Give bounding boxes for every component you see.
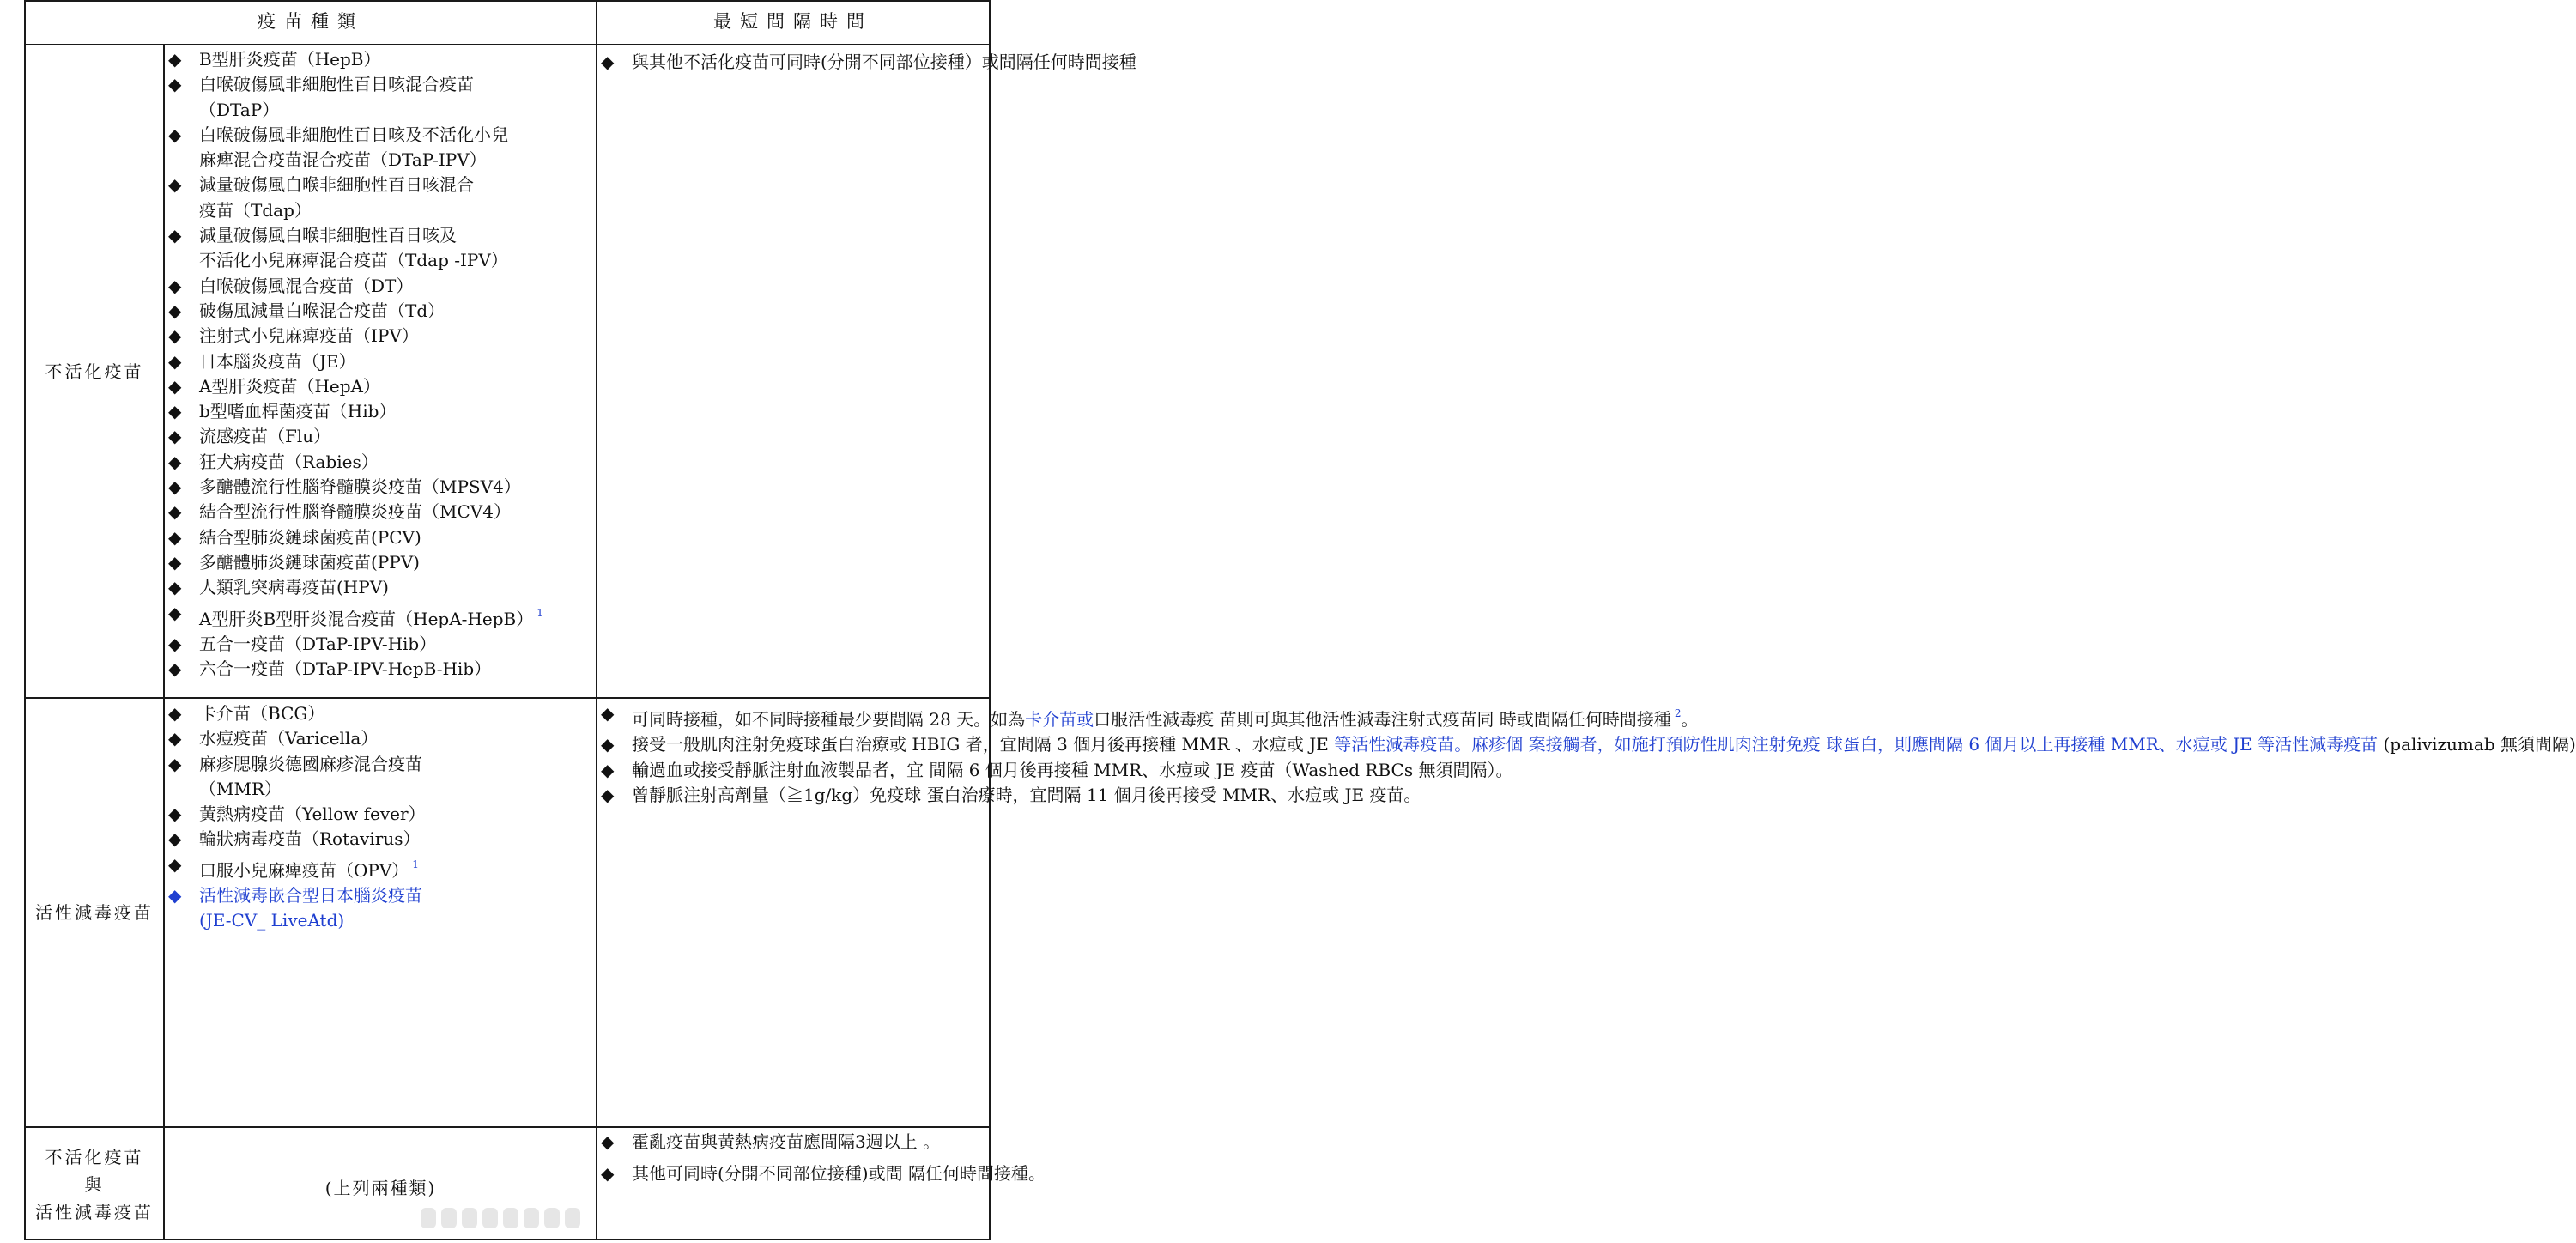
inactivated-vaccine-list — [165, 47, 596, 682]
list-item: ◆ 白喉破傷風非細胞性百日咳及不活化小兒 麻痺混合疫苗混合疫苗（DTaP-IPV） — [168, 124, 508, 171]
list-item: ◆ 多醣體肺炎鏈球菌疫苗(PPV) — [165, 550, 596, 575]
diamond-bullet-icon: ◆ — [168, 803, 182, 825]
list-item: ◆ 其他可同時(分開不同部位接種)或間 隔任何時間接種。 — [597, 1161, 989, 1186]
live-interval-list — [597, 701, 2576, 808]
diamond-bullet-icon: ◆ — [601, 1163, 615, 1185]
list-item: ◆ 接受一般肌肉注射免疫球蛋白治療或 HBIG 者，宜間隔 3 個月後再接種 MMR 、水痘或 JE 等活性減毒疫苗。麻疹個 案接觸者，如施打預防性肌肉注射免疫 球蛋白，則應間隔 6 個月以上再接種 MMR、水痘或 JE 等活性減毒疫苗 (palivizumab 無須間隔) — [597, 732, 989, 757]
diamond-bullet-icon: ◆ — [168, 526, 182, 548]
header-bottom-border — [24, 44, 991, 45]
diamond-bullet-icon: ◆ — [168, 551, 182, 573]
table-bottom-border — [24, 1239, 991, 1240]
diamond-bullet-icon: ◆ — [168, 658, 182, 680]
list-item: ◆ 日本腦炎疫苗（JE） — [165, 349, 596, 374]
list-item: ◆ 狂犬病疫苗（Rabies） — [165, 450, 596, 475]
header-min-interval: 最短間隔時間 — [713, 11, 873, 32]
list-item: ◆ 減量破傷風白喉非細胞性百日咳及 不活化小兒麻痺混合疫苗（Tdap -IPV） — [168, 225, 508, 271]
diamond-bullet-icon: ◆ — [168, 633, 182, 654]
diamond-bullet-icon: ◆ — [168, 74, 182, 95]
diamond-bullet-icon: ◆ — [168, 124, 182, 145]
scroll-indicator[interactable] — [421, 1206, 592, 1230]
diamond-bullet-icon: ◆ — [601, 1131, 615, 1152]
list-item: ◆ A型肝炎疫苗（HepA） — [165, 374, 596, 399]
diamond-bullet-icon: ◆ — [601, 759, 615, 780]
diamond-bullet-icon: ◆ — [168, 885, 182, 906]
diamond-bullet-icon: ◆ — [168, 828, 182, 850]
list-item: ◆ 流感疫苗（Flu） — [165, 424, 596, 449]
list-item: ◆ 注射式小兒麻痺疫苗（IPV） — [165, 324, 596, 349]
col2-divider — [596, 0, 597, 1240]
list-item: ◆ 多醣體流行性腦脊髓膜炎疫苗（MPSV4） — [165, 475, 596, 500]
both-interval-list — [597, 1130, 1046, 1187]
both-types-center-label: (上列兩種類) — [324, 1178, 437, 1198]
list-item: ◆ 人類乳突病毒疫苗(HPV) — [165, 575, 596, 600]
live-vaccine-list — [165, 701, 596, 934]
diamond-bullet-icon: ◆ — [168, 401, 182, 422]
list-item: ◆ 白喉破傷風非細胞性百日咳混合疫苗 （DTaP） — [168, 74, 474, 120]
table-right-border — [989, 0, 991, 1240]
diamond-bullet-icon: ◆ — [168, 49, 182, 70]
list-item: ◆ 輪狀病毒疫苗（Rotavirus） — [165, 827, 596, 852]
footnote-marker: 1 — [412, 858, 419, 870]
diamond-bullet-icon: ◆ — [168, 375, 182, 397]
list-item: ◆ 結合型流行性腦脊髓膜炎疫苗（MCV4） — [165, 500, 596, 524]
list-item: ◆ B型肝炎疫苗（HepB） — [165, 47, 596, 72]
list-item: ◆ 水痘疫苗（Varicella） — [165, 726, 596, 751]
diamond-bullet-icon: ◆ — [168, 703, 182, 724]
header-vaccine-type: 疫苗種類 — [258, 11, 364, 32]
diamond-bullet-icon: ◆ — [168, 275, 182, 296]
diamond-bullet-icon: ◆ — [168, 325, 182, 347]
row1-bottom-border — [24, 697, 991, 699]
list-item: ◆ 與其他不活化疫苗可同時(分開不同部位接種）或間隔任何時間接種 — [597, 50, 989, 75]
list-item: ◆ 黃熱病疫苗（Yellow fever） — [165, 802, 596, 827]
list-item: ◆ 破傷風減量白喉混合疫苗（Td） — [165, 299, 596, 324]
list-item: ◆ 減量破傷風白喉非細胞性百日咳混合 疫苗（Tdap） — [168, 174, 474, 221]
list-item: ◆ 活性減毒嵌合型日本腦炎疫苗 (JE-CV_ LiveAtd) — [168, 885, 422, 931]
table-top-border — [24, 0, 991, 2]
diamond-bullet-icon: ◆ — [168, 350, 182, 372]
diamond-bullet-icon: ◆ — [168, 728, 182, 749]
list-item: ◆ b型嗜血桿菌疫苗（Hib） — [165, 399, 596, 424]
footnote-marker: 2 — [1674, 707, 1682, 719]
diamond-bullet-icon: ◆ — [601, 734, 615, 755]
list-item: ◆ 曾靜脈注射高劑量（≧1g/kg）免疫球 蛋白治療時，宜間隔 11 個月後再接受 MMR、水痘或 JE 疫苗。 — [597, 783, 989, 808]
diamond-bullet-icon: ◆ — [168, 451, 182, 472]
row-label-inactivated: 不活化疫苗 — [45, 361, 144, 382]
list-item: ◆ 五合一疫苗（DTaP-IPV-Hib） — [165, 632, 596, 657]
list-item: ◆ 口服小兒麻痺疫苗（OPV） $^1$ — [168, 853, 419, 881]
diamond-bullet-icon: ◆ — [168, 174, 182, 196]
footnote-marker: 1 — [536, 606, 543, 619]
diamond-bullet-icon: ◆ — [601, 784, 615, 805]
diamond-bullet-icon: ◆ — [168, 300, 182, 321]
list-item: ◆ A型肝炎B型肝炎混合疫苗（HepA-HepB） $^1$ — [168, 602, 543, 629]
diamond-bullet-icon: ◆ — [168, 577, 182, 598]
list-item: ◆ 卡介苗（BCG） — [165, 701, 596, 726]
list-item: ◆ 結合型肺炎鏈球菌疫苗(PCV) — [165, 525, 596, 550]
diamond-bullet-icon: ◆ — [601, 52, 615, 72]
row-label-live: 活性減毒疫苗 — [35, 902, 154, 923]
row-label-both: 不活化疫苗 與 活性減毒疫苗 — [35, 1147, 154, 1222]
list-item: ◆ 麻疹腮腺炎德國麻疹混合疫苗 （MMR） — [168, 753, 422, 799]
row2-bottom-border — [24, 1126, 991, 1128]
diamond-bullet-icon: ◆ — [168, 602, 182, 623]
list-item: ◆ 輸過血或接受靜脈注射血液製品者，宜 間隔 6 個月後再接種 MMR、水痘或 JE 疫苗（Washed RBCs 無須間隔）。 — [597, 758, 989, 783]
diamond-bullet-icon: ◆ — [168, 225, 182, 246]
list-item: ◆ 白喉破傷風混合疫苗（DT） — [165, 274, 596, 299]
diamond-bullet-icon: ◆ — [168, 426, 182, 447]
diamond-bullet-icon: ◆ — [601, 703, 615, 724]
diamond-bullet-icon: ◆ — [168, 501, 182, 523]
diamond-bullet-icon: ◆ — [168, 476, 182, 498]
diamond-bullet-icon: ◆ — [168, 853, 182, 875]
list-item: ◆ 可同時接種，如不同時接種最少要間隔 28 天。如為卡介苗或口服活性減毒疫 苗則可與其他活性減毒注射式疫苗同 時或間隔任何時間接種 $^2$。 — [601, 703, 1699, 730]
list-item: ◆ 霍亂疫苗與黃熱病疫苗應間隔3週以上 。 — [597, 1130, 989, 1155]
list-item: ◆ 六合一疫苗（DTaP-IPV-HepB-Hib） — [165, 657, 596, 682]
diamond-bullet-icon: ◆ — [168, 753, 182, 774]
inactivated-interval — [597, 50, 1136, 75]
